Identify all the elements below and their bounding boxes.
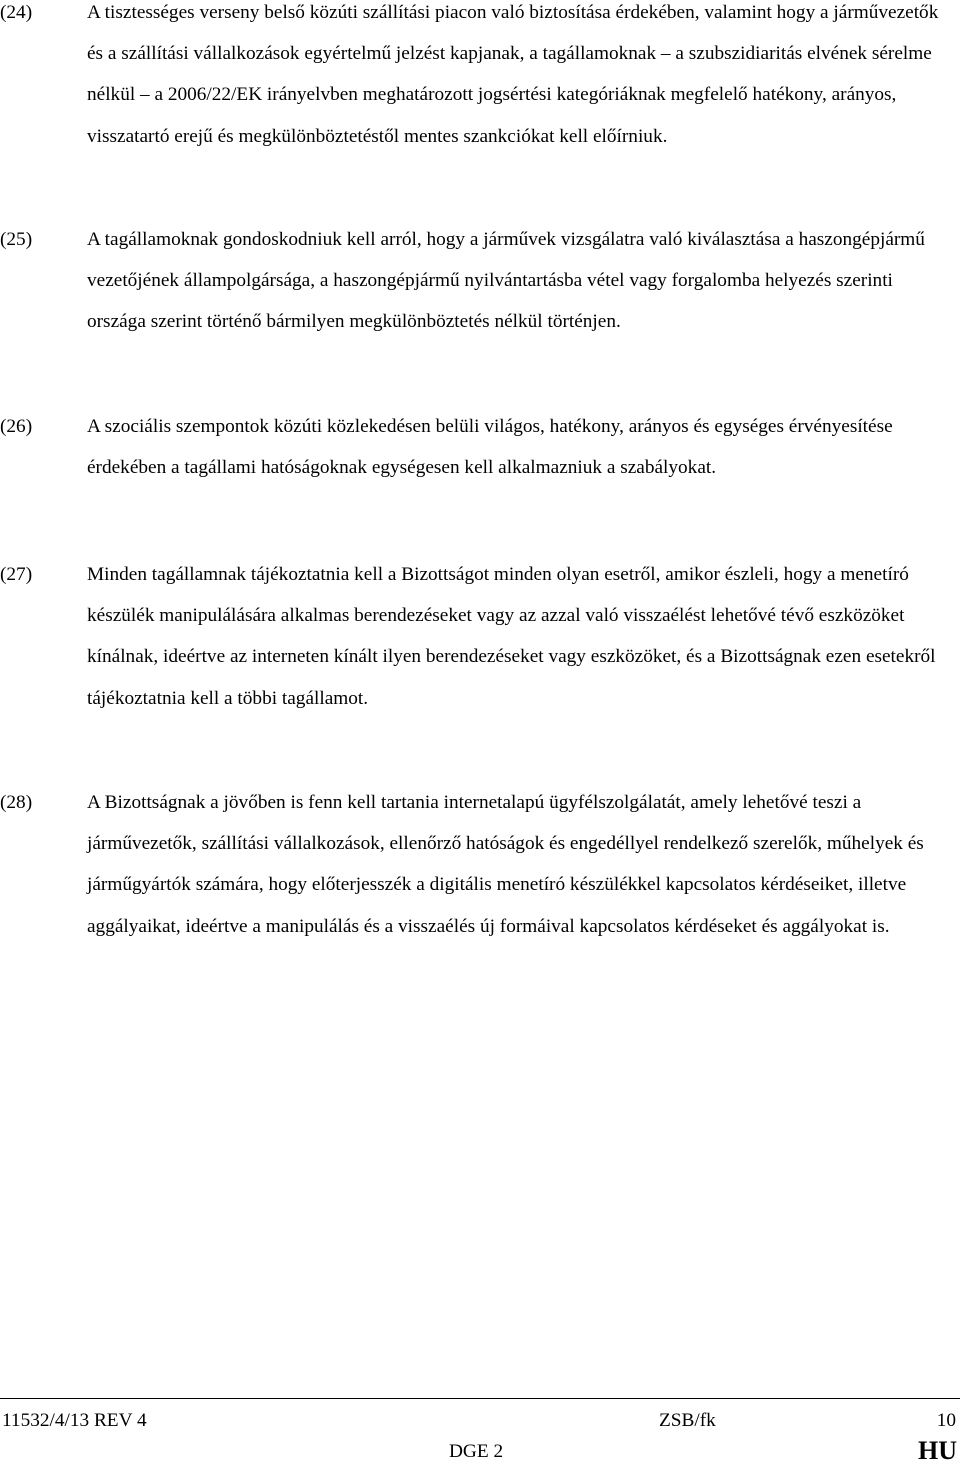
- recital-text: Minden tagállamnak tájékoztatnia kell a Bizottságot minden olyan esetről, amikor észleli, hogy a menetíró készülék manipulálására alkalmas berendezéseket vagy az azzal való visszaélést lehetővé tévő eszközöket kínálnak, ideértve az interneten kínált ilyen berendezéseket vagy eszközöket, és a Bizottságnak ezen esetekről tájékoztatnia kell a többi tagállamot.: [87, 564, 936, 709]
- recital-27: [0, 554, 945, 719]
- recital-number: (28): [0, 792, 33, 813]
- recital-number: (25): [0, 229, 33, 250]
- recital-number: (24): [0, 2, 33, 23]
- recital-26: [0, 406, 945, 488]
- recital-number: (27): [0, 564, 33, 585]
- footer-initials: ZSB/fk: [659, 1410, 716, 1431]
- recital-text: A tagállamoknak gondoskodniuk kell arról, hogy a járművek vizsgálatra való kiválasztása a haszongépjármű vezetőjének állampolgársága, a haszongépjármű nyilvántartásba vétel vagy forgalomba helyezés szerinti országa szerint történő bármilyen megkülönböztetés nélkül történjen.: [87, 229, 925, 333]
- footer-directorate: DGE 2: [449, 1441, 504, 1462]
- recital-text: A tisztességes verseny belső közúti szállítási piacon való biztosítása érdekében, valamint hogy a járművezetők és a szállítási vállalkozások egyértelmű jelzést kapjanak, a tagállamoknak – a szubszidiaritás elvének sérelme nélkül – a 2006/22/EK irányelvben meghatározott jogsértési kategóriáknak megfelelő hatékony, arányos, visszatartó erejű és megkülönböztetéstől mentes szankciókat kell előírniuk.: [87, 2, 939, 147]
- footer-language-code: HU: [918, 1436, 957, 1465]
- footer-divider: [0, 1398, 960, 1399]
- recital-number: (26): [0, 416, 33, 437]
- footer-page-number: 10: [936, 1410, 956, 1431]
- recital-text: A Bizottságnak a jövőben is fenn kell tartania internetalapú ügyfélszolgálatát, amely lehetővé teszi a járművezetők, szállítási vállalkozások, ellenőrző hatóságok és engedéllyel rendelkező szerelők, műhelyek és járműgyártók számára, hogy előterjesszék a digitális menetíró készülékkel kapcsolatos kérdéseiket, illetve aggályaikat, ideértve a manipulálás és a visszaélés új formáival kapcsolatos kérdéseket és aggályokat is.: [87, 792, 924, 937]
- recital-25: [0, 219, 945, 343]
- recital-28: [0, 782, 945, 947]
- footer-doc-ref: 11532/4/13 REV 4: [2, 1410, 147, 1431]
- recital-text: A szociális szempontok közúti közlekedésen belüli világos, hatékony, arányos és egységes érvényesítése érdekében a tagállami hatóságoknak egységesen kell alkalmazniuk a szabályokat.: [87, 416, 893, 479]
- recital-24: [0, 0, 945, 157]
